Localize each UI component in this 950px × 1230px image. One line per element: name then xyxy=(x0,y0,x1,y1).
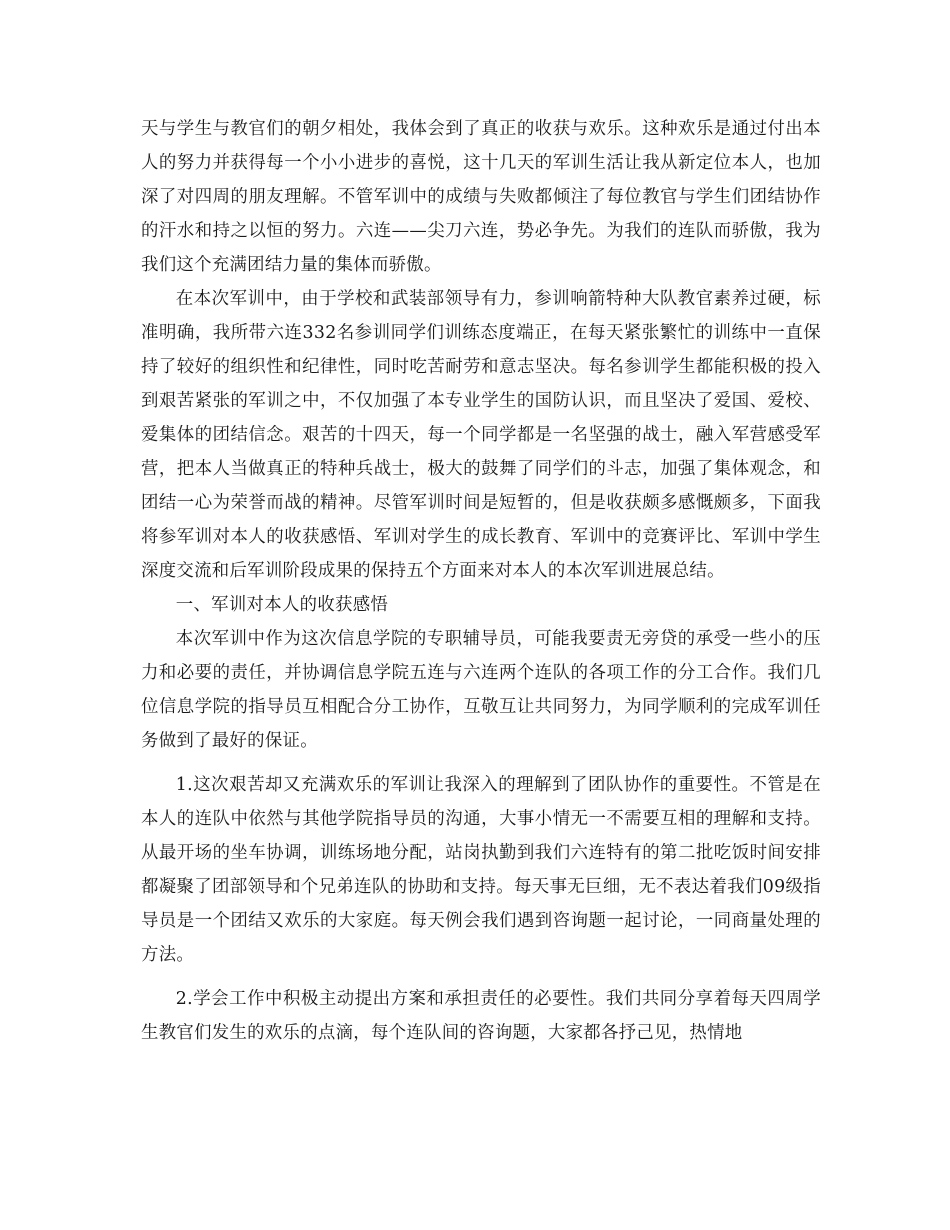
paragraph-continuation: 天与学生与教官们的朝夕相处，我体会到了真正的收获与欢乐。这种欢乐是通过付出本人的努力并获得每一个小小进步的喜悦，这十几天的军训生活让我从新定位本人，也加深了对四周的朋友理解。不管军训中的成绩与失败都倾注了每位教官与学生们团结协作的汗水和持之以恒的努力。六连——尖刀六连，势必争先。为我们的连队而骄傲，我为我们这个充满团结力量的集体而骄傲。 xyxy=(141,119,821,275)
section-heading-1: 一、军训对本人的收获感悟 xyxy=(175,595,389,615)
paragraph-point-2: 2.学会工作中积极主动提出方案和承担责任的必要性。我们共同分享着每天四周学生教官们发生的欢乐的点滴，每个连队间的咨询题，大家都各抒己见，热情地 xyxy=(141,989,821,1043)
paragraph-point-1: 1.这次艰苦却又充满欢乐的军训让我深入的理解到了团队协作的重要性。不管是在本人的连队中依然与其他学院指导员的沟通，大事小情无一不需要互相的理解和支持。从最开场的坐车协调，训练场地分配，站岗执勤到我们六连特有的第二批吃饭时间安排都凝聚了团部领导和个兄弟连队的协助和支持。每天事无巨细，无不表达着我们09级指导员是一个团结又欢乐的大家庭。每天例会我们遇到咨询题一起讨论，一同商量处理的方法。 xyxy=(141,775,821,965)
paragraph-role: 本次军训中作为这次信息学院的专职辅导员，可能我要责无旁贷的承受一些小的压力和必要的责任，并协调信息学院五连与六连两个连队的各项工作的分工合作。我们几位信息学院的指导员互相配合分工协作，互敬互让共同努力，为同学顺利的完成军训任务做到了最好的保证。 xyxy=(141,629,821,751)
paragraph-training-summary: 在本次军训中，由于学校和武装部领导有力，参训响箭特种大队教官素养过硬，标准明确，我所带六连332名参训同学们训练态度端正，在每天紧张繁忙的训练中一直保持了较好的组织性和纪律性，同时吃苦耐劳和意志坚决。每名参训学生都能积极的投入到艰苦紧张的军训之中，不仅加强了本专业学生的国防认识，而且坚决了爱国、爱校、爱集体的团结信念。艰苦的十四天，每一个同学都是一名坚强的战士，融入军营感受军营，把本人当做真正的特种兵战士，极大的鼓舞了同学们的斗志，加强了集体观念，和团结一心为荣誉而战的精神。尽管军训时间是短暂的，但是收获颇多感慨颇多，下面我将参军训对本人的收获感悟、军训对学生的成长教育、军训中的竞赛评比、军训中学生深度交流和后军训阶段成果的保持五个方面来对本人的本次军训进展总结。 xyxy=(141,289,821,581)
document-body xyxy=(141,112,821,1050)
